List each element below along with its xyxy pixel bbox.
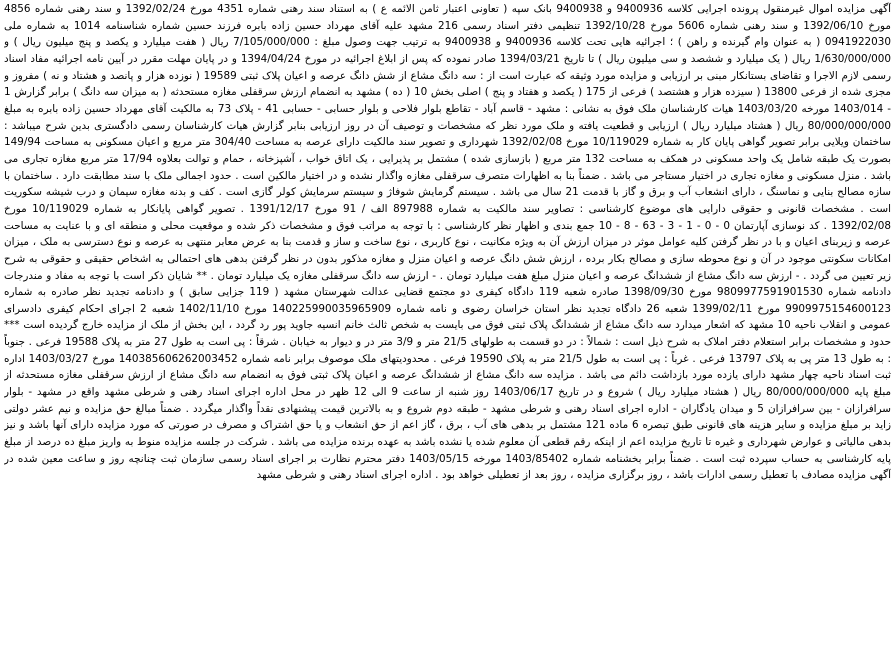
auction-notice-text: آگهی مزایده اموال غیرمنقول پرونده اجرایی کلاسه 9400936 و 9400938 بانک سپه ( تعاونی اعتبار ثامن الائمه ع ) به استناد سند رهنی شماره 4351 مورخ 1392/02/24 و سند رهنی شماره 4856 مورخ 1392/06/10 و سند رهنی شماره 5606 مورخ 1392/10/28 تنظیمی دفتر اسناد رسمی 216 مشهد علیه آقای مهرداد حسین زاده بابره فرزند حسین شماره شناسنامه 1014 به شماره ملی 0941922030 ( به عنوان وام گیرنده و راهن ) ؛ اجرائیه هایی تحت کلاسه 9400936 و 9400938 به ترتیب جهت وصول مبلغ : 7/105/000/000 ریال ( هفت میلیارد و یکصد و پنج میلیون ریال ) و 1/630/000/000 ریال ( یک میلیارد و ششصد و سی میلیون ریال ) تا تاریخ 1394/03/21 صادر نموده که پس از ابلاغ اجرائیه در مورخ 1394/04/24 و در پایان مهلت مقرر در آیین نامه اجرائیه مفاد اسناد رسمی لازم الاجرا و تقاضای بستانکار مبنی بر ارزیابی و مزایده مورد وثیقه که عبارت است از : سه دانگ مشاع از شش دانگ عرصه و اعیان پلاک ثبتی 19589 ( نوزده هزار و پانصد و هشتاد و نه ) مفروز و مجزی شده از فرعی 13800 ( سیزده هزار و هشتصد ) فرعی از 175 ( یکصد و هفتاد و پنج ) اصلی بخش 10 ( ده ) مشهد به انضمام ارزش سرقفلی مغازه مستحدثه ( به میزان سه دانگ ) برابر گزارش 1 - 1403/014 مورخه 1403/03/20 هیات کارشناسان ملک فوق به نشانی : مشهد - قاسم آباد - تقاطع بلوار فلاحی و بلوار حسابی - حسابی 41 - پلاک 73 به مالکیت آقای مهرداد حسین زاده بابره به مبلغ 80/000/000/000 ریال ( هشتاد میلیارد ریال ) ارزیابی و قطعیت یافته و ملک مورد نظر که مشخصات و توصیف آن در روز ارزیابی بنابر گزارش هیات کارشناسان رسمی دادگستری بدین شرح میباشد : ساختمان ویلایی برابر تصویر گواهی پایان کار به شماره 10/119029 مورخ 1392/02/08 شهرداری و تصویر سند مالکیت دارای عرصه به مساحت 304/40 متر مربع و اعیان مسکونی به مساحت 149/94 بصورت یک طبقه شامل یک واحد مسکونی در همکف به مساحت 132 متر مربع ( بازسازی شده ) مشتمل بر پذیرایی ، یک اتاق خواب ، آشپزخانه ، حمام و توالت بعلاوه 17/94 متر مربع مغازه تجاری می باشد . منزل مسکونی و مغازه تجاری در اختیار مستاجر می باشد . ضمناً بنا به اظهارات متصرف سرقفلی مغازه واگذار نشده و در اختیار مالکین است . حدود اجمالی ملک با سند مطابقت دارد . ساختمان با سازه مصالح بنایی و نماسنگ ، دارای انشعاب آب و برق و گاز با قدمت 21 سال می باشد . سیستم گرمایش شوفاژ و سیستم سرمایش کولر گازی است . کف و بدنه مغازه سیمان و درب شیشه سکوریت است . مشخصات قانونی و حقوقی دارایی های موضوع کارشناسی : تصاویر سند مالکیت به شماره 897988 الف / 91 مورخ 1391/12/17 . تصویر گواهی پایانکار به شماره 10/119029 مورخ 1392/02/08 . کد نوسازی آپارتمان 0 - 0 - 1 - 3 - 63 - 8 - 10 جمع بندی و اظهار نظر کارشناسی : با توجه به مراتب فوق و مشخصات ذکر شده و موقعیت محلی و منطقه ای و با عنایت به مساحت عرصه و زیربنای اعیان و با در نظر گرفتن کلیه عوامل موثر در میزان ارزش آن به ویژه مکانیت ، نوع کاربری ، نوع ساخت و ساز و قدمت بنا به عرض معابر منتهی به عرصه و نوع دسترسی به ملک ، میزان امکانات سکونتی موجود در آن و نوع محوطه سازی و مصالح بکار برده ، ارزش شش دانگ عرصه و اعیان منزل و مغازه مذکور بدون در نظر گرفتن بدهی های احتمالی به اشخاص حقیقی و حقوقی به شرح زیر تعیین می گردد . - ارزش سه دانگ مشاع از ششدانگ عرصه و اعیان منزل مبلغ هفت میلیارد تومان . - ارزش سه دانگ سرقفلی مغازه یک میلیارد تومان . ** شایان ذکر است با توجه به مفاد و مندرجات دادنامه شماره 9809977591901530 مورخ 1398/09/30 صادره شعبه 119 دادگاه کیفری دو مجتمع قضایی عدالت شهرستان مشهد ( 119 جزایی سابق ) و دادنامه تجدید نظر صادره به شماره 9909975154600123 مورخ 1399/02/11 شعبه 26 دادگاه تجدید نظر استان خراسان رضوی و نامه شماره 140225990035965909 مورخ 1402/11/10 شعبه 2 اجرای احکام کیفری دادسرای عمومی و انقلاب ناحیه 10 مشهد که اشعار میدارد سه دانگ مشاع از ششدانگ پلاک ثبتی فوق می بایست به شخص ثالث خانم انسیه جاوید پور رد گردد ، این بخش از ملک از مزایده خارج گردیده است *** حدود و مشخصات برابر استعلام دفتر املاک به شرح ذیل است : شمالاً : در دو قسمت به طولهای 21/5 متر و 3/9 متر در و دیوار به خیابان . شرقاً : پی است به طول 27 متر به پلاک 19588 فرعی . جنوباً : به طول 13 متر پی به پلاک 13797 فرعی . غرباً : پی است به طول 21/5 متر به پلاک 19590 فرعی . محدودیتهای ملک موصوف برابر نامه شماره 140385606262003452 مورخ 1403/03/27 اداره ثبت اسناد ناحیه چهار مشهد دارای یازده مورد بازداشت دائم می باشد . مزایده سه دانگ مشاع از ششدانگ عرصه و اعیان پلاک ثبتی فوق به انضمام سه دانگ مشاع از ارزش سرقفلی مغازه مستحدثه از مبلغ پایه 80/000/000/000 ریال ( هشتاد میلیارد ریال ) شروع و در تاریخ 1403/06/17 روز شنبه از ساعت 9 الی 12 ظهر در محل اداره اجرای اسناد رهنی و شرطی مشهد واقع در مشهد - بلوار سرافرازان - بین سرافرازان 5 و میدان یادگاران - اداره اجرای اسناد رهنی و شرطی مشهد - طبقه دوم شروع و به بالاترین قیمت پیشنهادی نقداً واگذار میگردد . ضمناً مبالغ حق مزایده و نیم عشر دولتی زاید بر مبلغ مزایده و سایر هزینه های قانونی طبق تبصره 6 ماده 121 مشتمل بر بدهی های آب ، برق ، گاز اعم از حق انشعاب و یا حق اشتراک و مصرف در صورتی که مورد مزایده دارای آنها باشد و نیز بدهی مالیاتی و عوارض شهرداری و غیره تا تاریخ مزایده اعم از اینکه رقم قطعی آن معلوم شده یا نشده باشد به عهده برنده مزایده می باشد . شرکت در جلسه مزایده منوط به واریز مبلغ ده درصد از مبلغ پایه کارشناسی به حساب سپرده ثبت است . ضمناً برابر بخشنامه شماره 1403/85402 مورخه 1403/05/15 دفتر محترم نظارت بر اجرای اسناد رسمی سازمان ثبت چنانچه روز و ساعت معین شده در آگهی مزایده مصادف با تعطیل رسمی ادارات باشد ، روز برگزاری مزایده ، روز بعد از تعطیلی خواهد بود . اداره اجرای اسناد رهنی و شرطی مشهد (4, 3, 891, 482)
